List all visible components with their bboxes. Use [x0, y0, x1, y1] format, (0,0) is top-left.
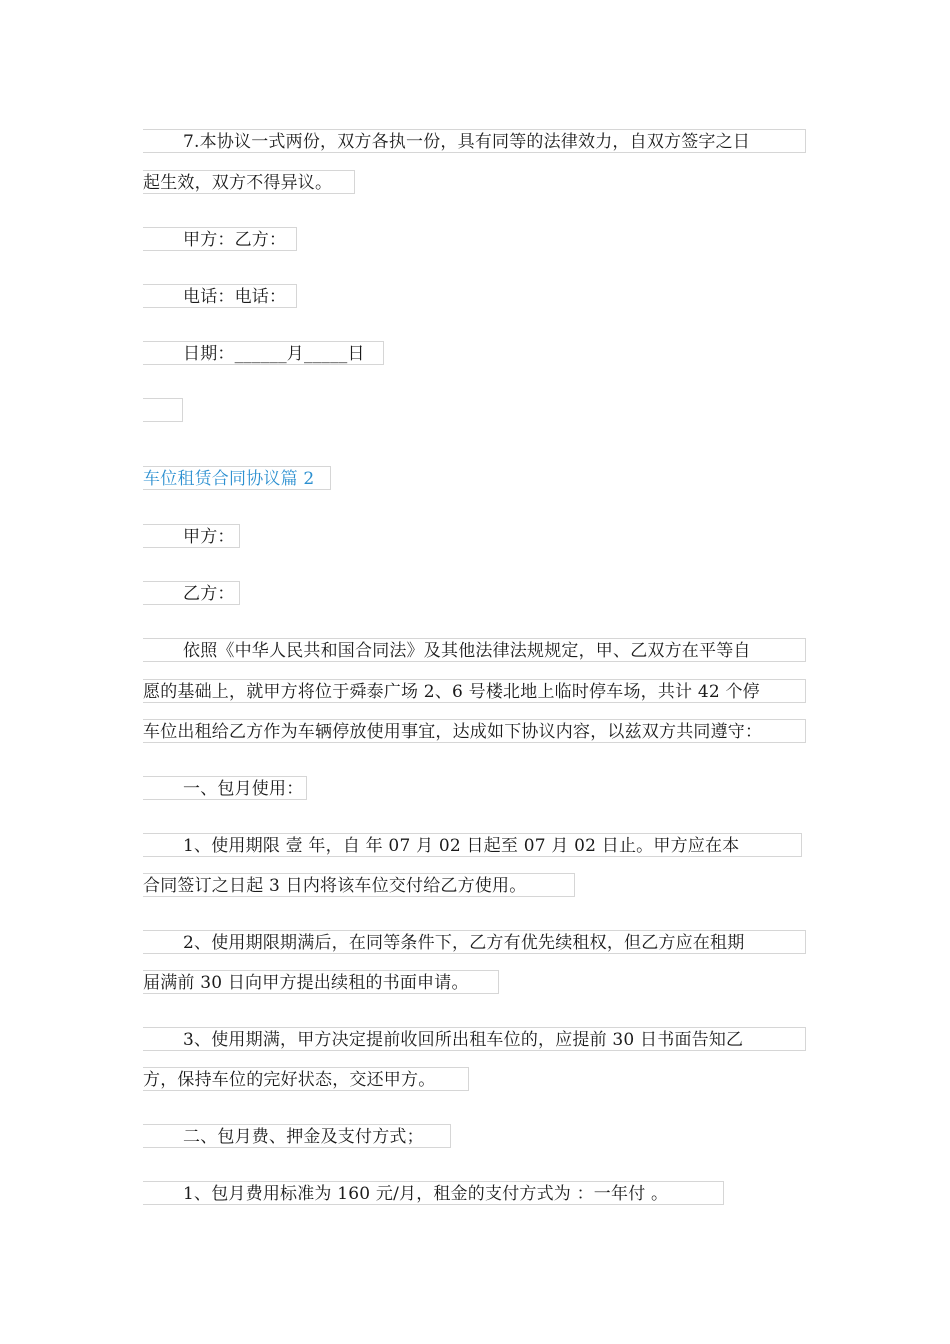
- item-1-line-2: 合同签订之日起 3 日内将该车位交付给乙方使用。: [143, 873, 575, 897]
- item-1-line-1: 1、使用期限 壹 年，自 年 07 月 02 日起至 07 月 02 日止。甲方应在本: [143, 833, 802, 857]
- clause-7-line-2: 起生效，双方不得异议。: [143, 170, 355, 194]
- intro-line-2: 愿的基础上，就甲方将位于舜泰广场 2、6 号楼北地上临时停车场，共计 42 个停: [143, 679, 806, 703]
- empty-paragraph-box: [143, 398, 183, 422]
- item-2-line-1: 2、使用期限期满后，在同等条件下，乙方有优先续租权，但乙方应在租期: [143, 930, 806, 954]
- item-3-line-2: 方，保持车位的完好状态，交还甲方。: [143, 1067, 469, 1091]
- item-2-line-2: 届满前 30 日向甲方提出续租的书面申请。: [143, 970, 499, 994]
- section-2-title: 二、包月费、押金及支付方式；: [143, 1124, 451, 1148]
- party-a-line: 甲方：: [143, 524, 240, 548]
- signature-date-line: 日期：______月_____日: [143, 341, 384, 365]
- clause-7-line-1: 7.本协议一式两份，双方各执一份，具有同等的法律效力，自双方签字之日: [143, 129, 806, 153]
- signature-party-line: 甲方：乙方：: [143, 227, 297, 251]
- fee-line-1: 1、包月费用标准为 160 元/月，租金的支付方式为 ：一年付 。: [143, 1181, 724, 1205]
- section-heading: 车位租赁合同协议篇 2: [143, 466, 331, 490]
- party-b-line: 乙方：: [143, 581, 240, 605]
- intro-line-1: 依照《中华人民共和国合同法》及其他法律法规规定，甲、乙双方在平等自: [143, 638, 806, 662]
- intro-line-3: 车位出租给乙方作为车辆停放使用事宜，达成如下协议内容，以兹双方共同遵守：: [143, 719, 806, 743]
- section-1-title: 一、包月使用：: [143, 776, 307, 800]
- item-3-line-1: 3、使用期满，甲方决定提前收回所出租车位的，应提前 30 日书面告知乙: [143, 1027, 806, 1051]
- signature-phone-line: 电话：电话：: [143, 284, 297, 308]
